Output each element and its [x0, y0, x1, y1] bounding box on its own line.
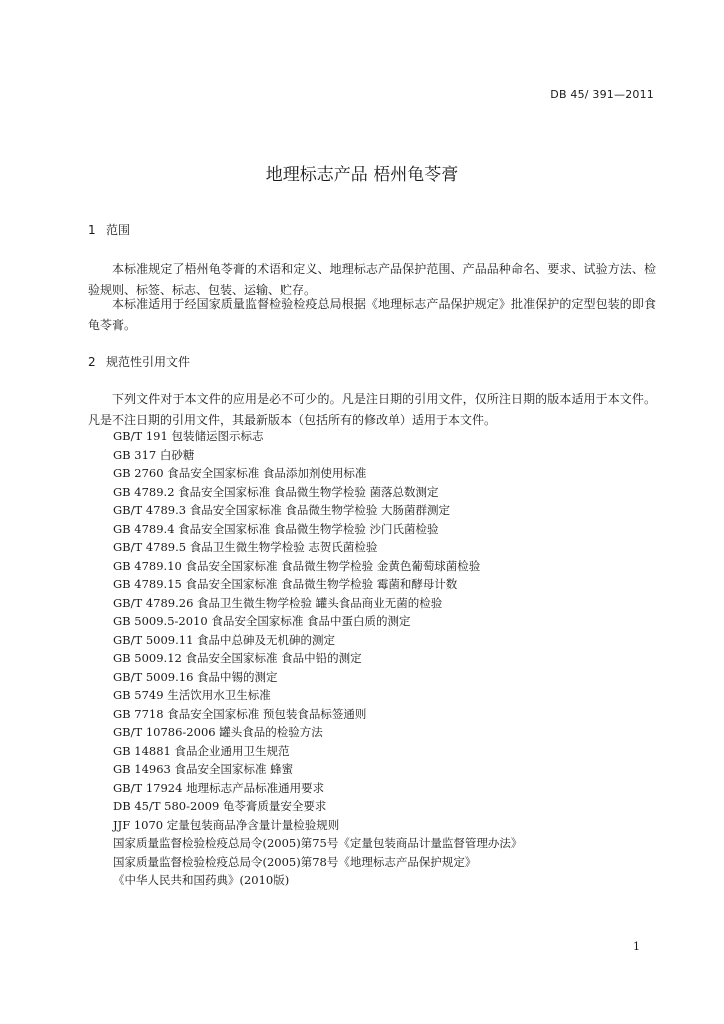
section-title: 规范性引用文件	[106, 355, 191, 369]
document-code: DB 45/ 391—2011	[550, 88, 654, 101]
list-item: GB 317 白砂糖	[113, 447, 195, 462]
list-item: GB 7718 食品安全国家标准 预包装食品标签通则	[113, 706, 367, 721]
scope-paragraph-2: 本标准适用于经国家质量监督检验检疫总局根据《地理标志产品保护规定》批准保护的定型包装的即食龟苓膏。	[88, 297, 656, 332]
page-number: 1	[633, 940, 640, 953]
section-title: 范围	[106, 223, 131, 237]
list-item: GB 2760 食品安全国家标准 食品添加剂使用标准	[113, 466, 367, 480]
list-item: GB/T 191 包装储运图示标志	[113, 429, 264, 443]
list-item: JJF 1070 定量包装商品净含量计量检验规则	[113, 817, 340, 832]
section-number: 2	[88, 355, 96, 369]
list-item: GB 5009.5-2010 食品安全国家标准 食品中蛋白质的测定	[113, 614, 411, 628]
list-item: GB/T 4789.5 食品卫生微生物学检验 志贺氏菌检验	[113, 540, 378, 554]
list-item: 国家质量监督检验检疫总局令(2005)第78号《地理标志产品保护规定》	[113, 854, 477, 869]
list-item: GB 4789.10 食品安全国家标准 食品微生物学检验 金黄色葡萄球菌检验	[113, 558, 481, 573]
section-heading-scope	[88, 221, 130, 238]
list-item: GB 4789.15 食品安全国家标准 食品微生物学检验 霉菌和酵母计数	[113, 577, 458, 591]
section-heading-normative-references	[88, 353, 190, 370]
list-item: GB 5749 生活饮用水卫生标准	[113, 688, 271, 702]
list-item: 国家质量监督检验检疫总局令(2005)第75号《定量包装商品计量监督管理办法》	[113, 836, 523, 850]
list-item: GB/T 10786-2006 罐头食品的检验方法	[113, 725, 323, 739]
list-item: DB 45/T 580-2009 龟苓膏质量安全要求	[113, 799, 327, 813]
document-title: 地理标志产品 梧州龟苓膏	[265, 165, 459, 185]
list-item: GB/T 17924 地理标志产品标准通用要求	[113, 780, 325, 795]
list-item: GB 14963 食品安全国家标准 蜂蜜	[113, 762, 294, 776]
list-item: GB/T 5009.11 食品中总砷及无机砷的测定	[113, 632, 336, 647]
section-number: 1	[88, 223, 96, 237]
scope-paragraph-1: 本标准规定了梧州龟苓膏的术语和定义、地理标志产品保护范围、产品品种命名、要求、试验方法、检验规则、标签、标志、包装、运输、贮存。	[88, 262, 656, 297]
list-item: 《中华人民共和国药典》(2010版)	[113, 873, 290, 887]
list-item: GB 14881 食品企业通用卫生规范	[113, 743, 290, 758]
list-item: GB/T 4789.3 食品安全国家标准 食品微生物学检验 大肠菌群测定	[113, 503, 451, 517]
list-item: GB/T 4789.26 食品卫生微生物学检验 罐头食品商业无菌的检验	[113, 595, 443, 610]
list-item: GB 5009.12 食品安全国家标准 食品中铅的测定	[113, 651, 362, 665]
list-item: GB/T 5009.16 食品中锡的测定	[113, 669, 278, 684]
list-item: GB 4789.4 食品安全国家标准 食品微生物学检验 沙门氏菌检验	[113, 521, 439, 536]
references-intro-paragraph: 下列文件对于本文件的应用是必不可少的。凡是注日期的引用文件，仅所注日期的版本适用于本文件。凡是不注日期的引用文件，其最新版本（包括所有的修改单）适用于本文件。	[88, 392, 656, 427]
reference-list	[113, 427, 522, 890]
list-item: GB 4789.2 食品安全国家标准 食品微生物学检验 菌落总数测定	[113, 484, 439, 499]
